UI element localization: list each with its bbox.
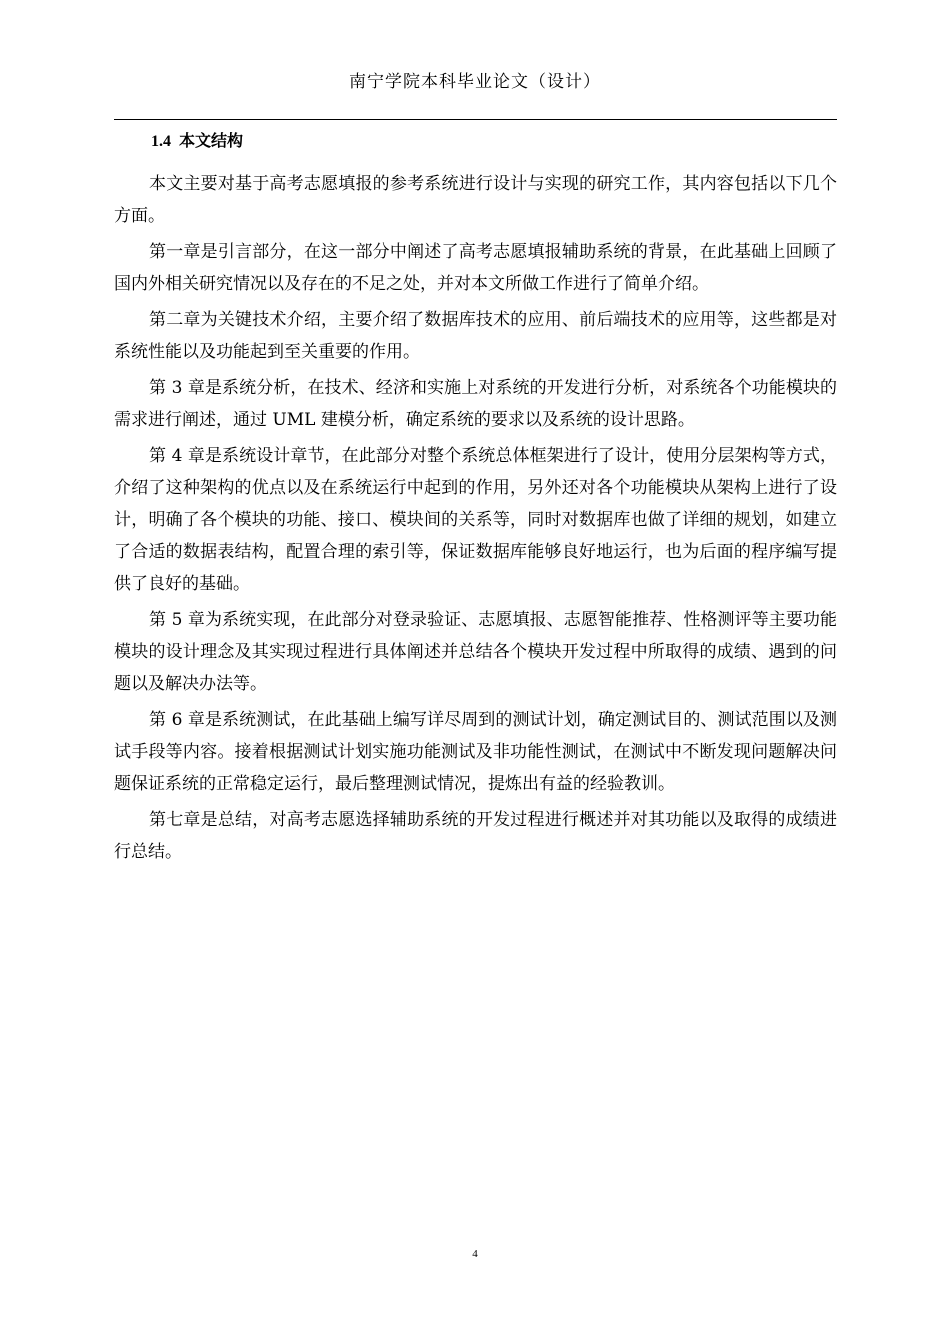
body-text	[114, 168, 837, 872]
running-header: 南宁学院本科毕业论文（设计）	[349, 72, 601, 92]
section-title: 本文结构	[179, 131, 244, 150]
paragraph-chapter-5: 第 5 章为系统实现，在此部分对登录验证、志愿填报、志愿智能推荐、性格测评等主要功能模块的设计理念及其实现过程进行具体阐述并总结各个模块开发过程中所取得的成绩、遇到的问题以及解决办法等。	[114, 610, 837, 694]
section-heading	[151, 128, 243, 155]
paragraph-intro: 本文主要对基于高考志愿填报的参考系统进行设计与实现的研究工作，其内容包括以下几个方面。	[114, 174, 837, 226]
paragraph-chapter-1: 第一章是引言部分，在这一部分中阐述了高考志愿填报辅助系统的背景，在此基础上回顾了国内外相关研究情况以及存在的不足之处，并对本文所做工作进行了简单介绍。	[114, 242, 837, 294]
header-rule	[114, 119, 837, 120]
section-number: 1.4	[151, 133, 171, 150]
paragraph-chapter-3: 第 3 章是系统分析，在技术、经济和实施上对系统的开发进行分析，对系统各个功能模块的需求进行阐述，通过 UML 建模分析，确定系统的要求以及系统的设计思路。	[114, 378, 837, 430]
paragraph-chapter-2: 第二章为关键技术介绍，主要介绍了数据库技术的应用、前后端技术的应用等，这些都是对系统性能以及功能起到至关重要的作用。	[114, 310, 837, 362]
paragraph-chapter-6: 第 6 章是系统测试，在此基础上编写详尽周到的测试计划，确定测试目的、测试范围以及测试手段等内容。接着根据测试计划实施功能测试及非功能性测试，在测试中不断发现问题解决问题保证系统的正常稳定运行，最后整理测试情况，提炼出有益的经验教训。	[114, 710, 837, 794]
paragraph-chapter-4: 第 4 章是系统设计章节，在此部分对整个系统总体框架进行了设计，使用分层架构等方式，介绍了这种架构的优点以及在系统运行中起到的作用，另外还对各个功能模块从架构上进行了设计，明确了各个模块的功能、接口、模块间的关系等，同时对数据库也做了详细的规划，如建立了合适的数据表结构，配置合理的索引等，保证数据库能够良好地运行，也为后面的程序编写提供了良好的基础。	[114, 446, 837, 594]
paragraph-chapter-7: 第七章是总结，对高考志愿选择辅助系统的开发过程进行概述并对其功能以及取得的成绩进行总结。	[114, 810, 837, 862]
page-number: 4	[472, 1248, 478, 1260]
